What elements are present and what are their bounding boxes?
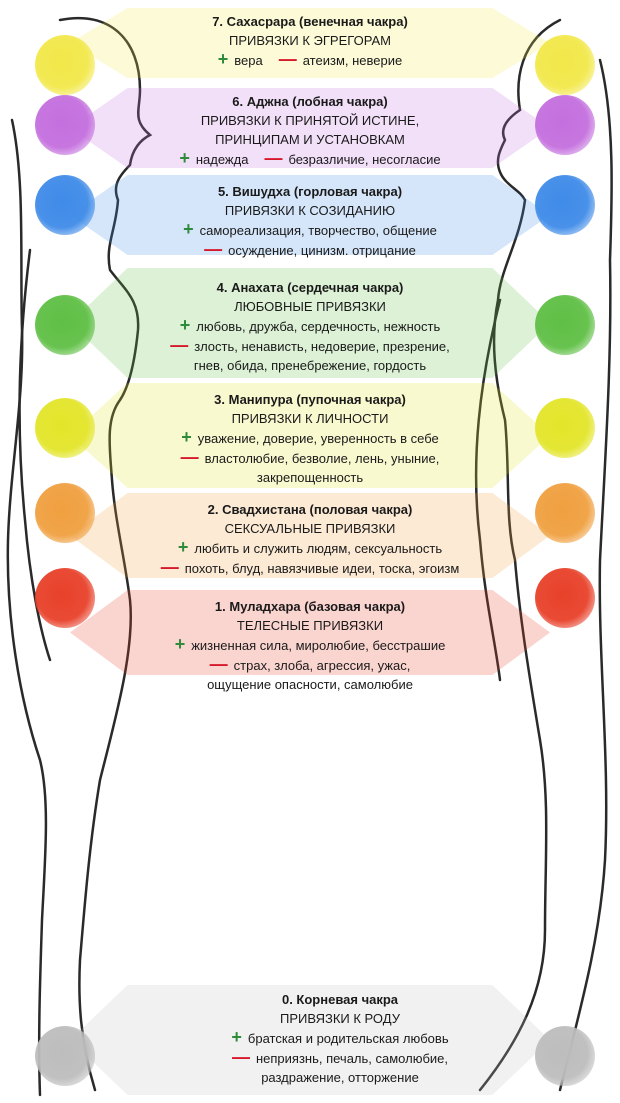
plus-icon: + <box>177 537 189 557</box>
minus-icon: — <box>170 335 189 355</box>
minus-icon: — <box>180 447 199 467</box>
chakra-traits-line <box>150 149 470 169</box>
chakra-title: 5. Вишудха (горловая чакра) <box>217 184 403 199</box>
chakra-title: 2. Свадхистана (половая чакра) <box>207 502 413 517</box>
chakra-title: 4. Анахата (сердечная чакра) <box>216 280 404 295</box>
negative-trait-line <box>150 240 470 260</box>
chakra-ball-left <box>35 1026 95 1086</box>
chakra-block <box>150 390 470 487</box>
negative-trait: осуждение, цинизм. отрицание <box>228 243 416 258</box>
minus-icon: — <box>264 148 283 168</box>
chakra-ball-left <box>35 95 95 155</box>
chakra-ball-left <box>35 568 95 628</box>
chakra-title: 7. Сахасрара (венечная чакра) <box>212 14 408 29</box>
plus-icon: + <box>183 219 194 239</box>
chakra-subtitle: ПРИВЯЗКИ К РОДУ <box>280 1011 400 1026</box>
negative-trait: ощущение опасности, самолюбие <box>207 677 413 692</box>
chakra-block <box>180 990 500 1087</box>
positive-trait-line <box>150 220 470 240</box>
positive-trait: вера <box>234 53 263 68</box>
chakra-ball-left <box>35 295 95 355</box>
positive-trait: самореализация, творчество, общение <box>199 223 437 238</box>
chakra-subtitle: ЛЮБОВНЫЕ ПРИВЯЗКИ <box>234 299 386 314</box>
plus-icon: + <box>179 315 191 335</box>
chakra-ball-right <box>535 295 595 355</box>
plus-icon: + <box>217 49 229 69</box>
negative-trait-line <box>180 1048 500 1068</box>
chakra-title: 1. Муладхара (базовая чакра) <box>214 599 406 614</box>
negative-trait: злость, ненависть, недоверие, презрение, <box>194 339 450 354</box>
plus-icon: + <box>181 427 192 447</box>
chakra-subtitle: ПРИВЯЗКИ К ЛИЧНОСТИ <box>231 411 389 426</box>
positive-trait: уважение, доверие, уверенность в себе <box>197 431 439 446</box>
chakra-ball-right <box>535 483 595 543</box>
plus-icon: + <box>231 1027 242 1047</box>
positive-trait-line <box>150 538 470 558</box>
chakra-ball-right <box>535 568 595 628</box>
chakra-ball-right <box>535 35 595 95</box>
chakra-block <box>150 12 470 70</box>
negative-trait: властолюбие, безволие, лень, уныние, <box>204 451 440 466</box>
chakra-block <box>150 278 470 375</box>
negative-trait-line <box>150 655 470 675</box>
chakra-block <box>150 597 470 694</box>
minus-icon: — <box>231 1047 250 1067</box>
chakra-ball-left <box>35 398 95 458</box>
plus-icon: + <box>179 148 190 168</box>
negative-trait-line <box>150 558 470 578</box>
negative-trait: атеизм, неверие <box>302 53 403 68</box>
negative-trait-line <box>150 675 470 694</box>
chakra-ball-right <box>535 95 595 155</box>
chakra-subtitle: СЕКСУАЛЬНЫЕ ПРИВЯЗКИ <box>224 521 396 536</box>
chakra-block <box>150 182 470 260</box>
chakra-title: 0. Корневая чакра <box>281 992 399 1007</box>
positive-trait: надежда <box>195 152 249 167</box>
minus-icon: — <box>204 239 223 259</box>
negative-trait: похоть, блуд, навязчивые идеи, тоска, эгоизм <box>184 561 460 576</box>
negative-trait: гнев, обида, пренебрежение, гордость <box>193 358 427 373</box>
positive-trait-line <box>150 316 470 336</box>
chakra-block <box>150 500 470 578</box>
positive-trait-line <box>150 428 470 448</box>
chakra-subtitle: ПРИВЯЗКИ К ЭГРЕГОРАМ <box>229 33 391 48</box>
chakra-ball-left <box>35 175 95 235</box>
chakra-ball-right <box>535 175 595 235</box>
minus-icon: — <box>278 49 297 69</box>
negative-trait-line <box>180 1068 500 1087</box>
positive-trait-line <box>150 635 470 655</box>
chakra-ball-left <box>35 483 95 543</box>
negative-trait: закрепощенность <box>256 470 364 485</box>
negative-trait: безразличие, несогласие <box>288 152 441 167</box>
positive-trait: жизненная сила, миролюбие, бесстрашие <box>191 638 446 653</box>
chakra-ball-right <box>535 398 595 458</box>
chakra-ball-right <box>535 1026 595 1086</box>
positive-trait: любить и служить людям, сексуальность <box>194 541 443 556</box>
chakra-traits-line <box>150 50 470 70</box>
chakra-block <box>150 92 470 169</box>
positive-trait-line <box>180 1028 500 1048</box>
chakra-subtitle: ПРИВЯЗКИ К ПРИНЯТОЙ ИСТИНЕ, <box>200 113 420 128</box>
chakra-subtitle: ПРИВЯЗКИ К СОЗИДАНИЮ <box>224 203 396 218</box>
negative-trait-line <box>150 336 470 356</box>
minus-icon: — <box>209 654 228 674</box>
chakra-ball-left <box>35 35 95 95</box>
minus-icon: — <box>160 557 179 577</box>
positive-trait: братская и родительская любовь <box>247 1031 449 1046</box>
positive-trait: любовь, дружба, сердечность, нежность <box>196 319 441 334</box>
negative-trait: неприязнь, печаль, самолюбие, <box>255 1051 449 1066</box>
negative-trait: раздражение, отторжение <box>261 1070 419 1085</box>
chakra-subtitle-2: ПРИНЦИПАМ И УСТАНОВКАМ <box>215 132 405 147</box>
negative-trait: страх, злоба, агрессия, ужас, <box>233 658 411 673</box>
negative-trait-line <box>150 356 470 375</box>
chakra-title: 3. Манипура (пупочная чакра) <box>214 392 406 407</box>
negative-trait-line <box>150 448 470 468</box>
chakra-subtitle: ТЕЛЕСНЫЕ ПРИВЯЗКИ <box>236 618 384 633</box>
plus-icon: + <box>174 634 186 654</box>
negative-trait-line <box>150 468 470 487</box>
chakra-title: 6. Аджна (лобная чакра) <box>232 94 388 109</box>
